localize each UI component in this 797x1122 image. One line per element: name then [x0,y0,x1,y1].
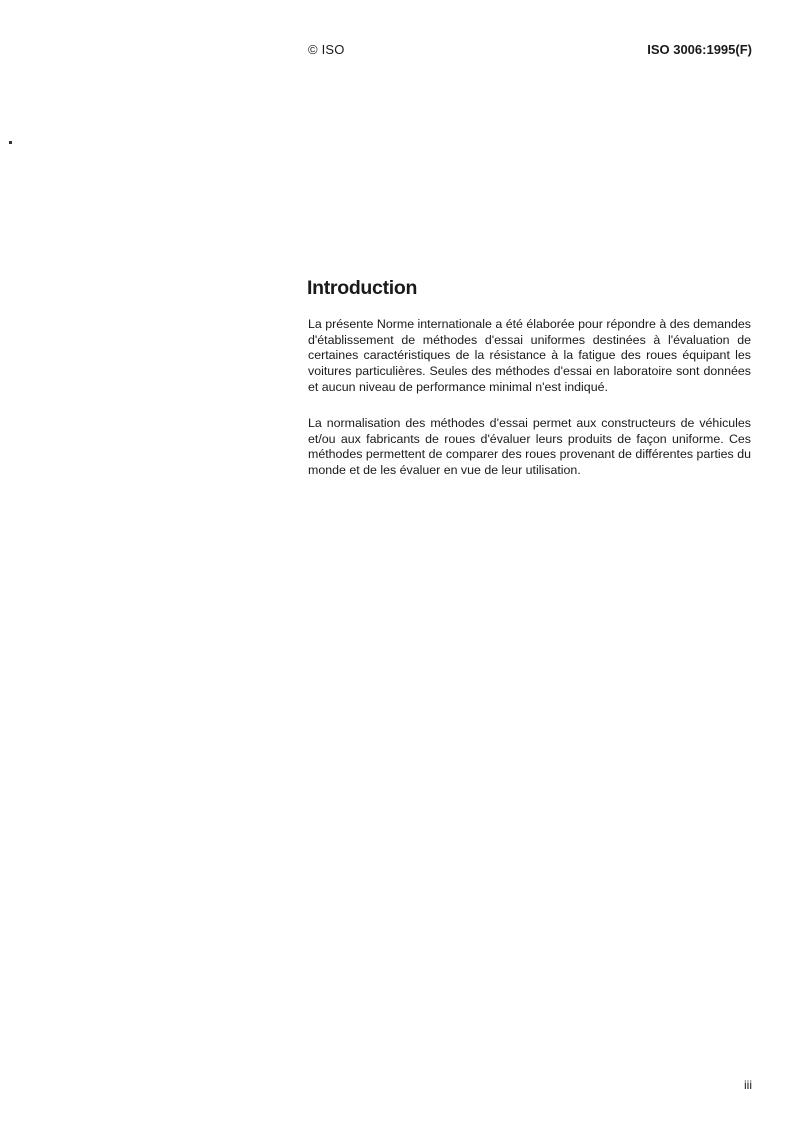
intro-paragraph-1: La présente Norme internationale a été élaborée pour répondre à des demandes d'établissement de méthodes d'essai uniformes destinées à l'évaluation de certaines caractéristiques de la résistance à la fatigue des roues équipant les voitures particulières. Seules des méthodes d'essai en laboratoire sont données et aucun niveau de performance minimal n'est indiqué. [308,317,751,394]
scan-artifact-dot [9,141,12,144]
standard-identifier: ISO 3006:1995(F) [647,42,752,57]
intro-paragraph-2: La normalisation des méthodes d'essai permet aux constructeurs de véhicules et/ou aux fabricants de roues d'évaluer leurs produits de façon uniforme. Ces méthodes permettent de comparer des roues provenant de différentes parties du monde et de les évaluer en vue de leur utilisation. [308,416,751,478]
page-title: Introduction [307,277,418,299]
page-number: iii [744,1078,752,1092]
copyright-notice: © ISO [308,42,345,57]
